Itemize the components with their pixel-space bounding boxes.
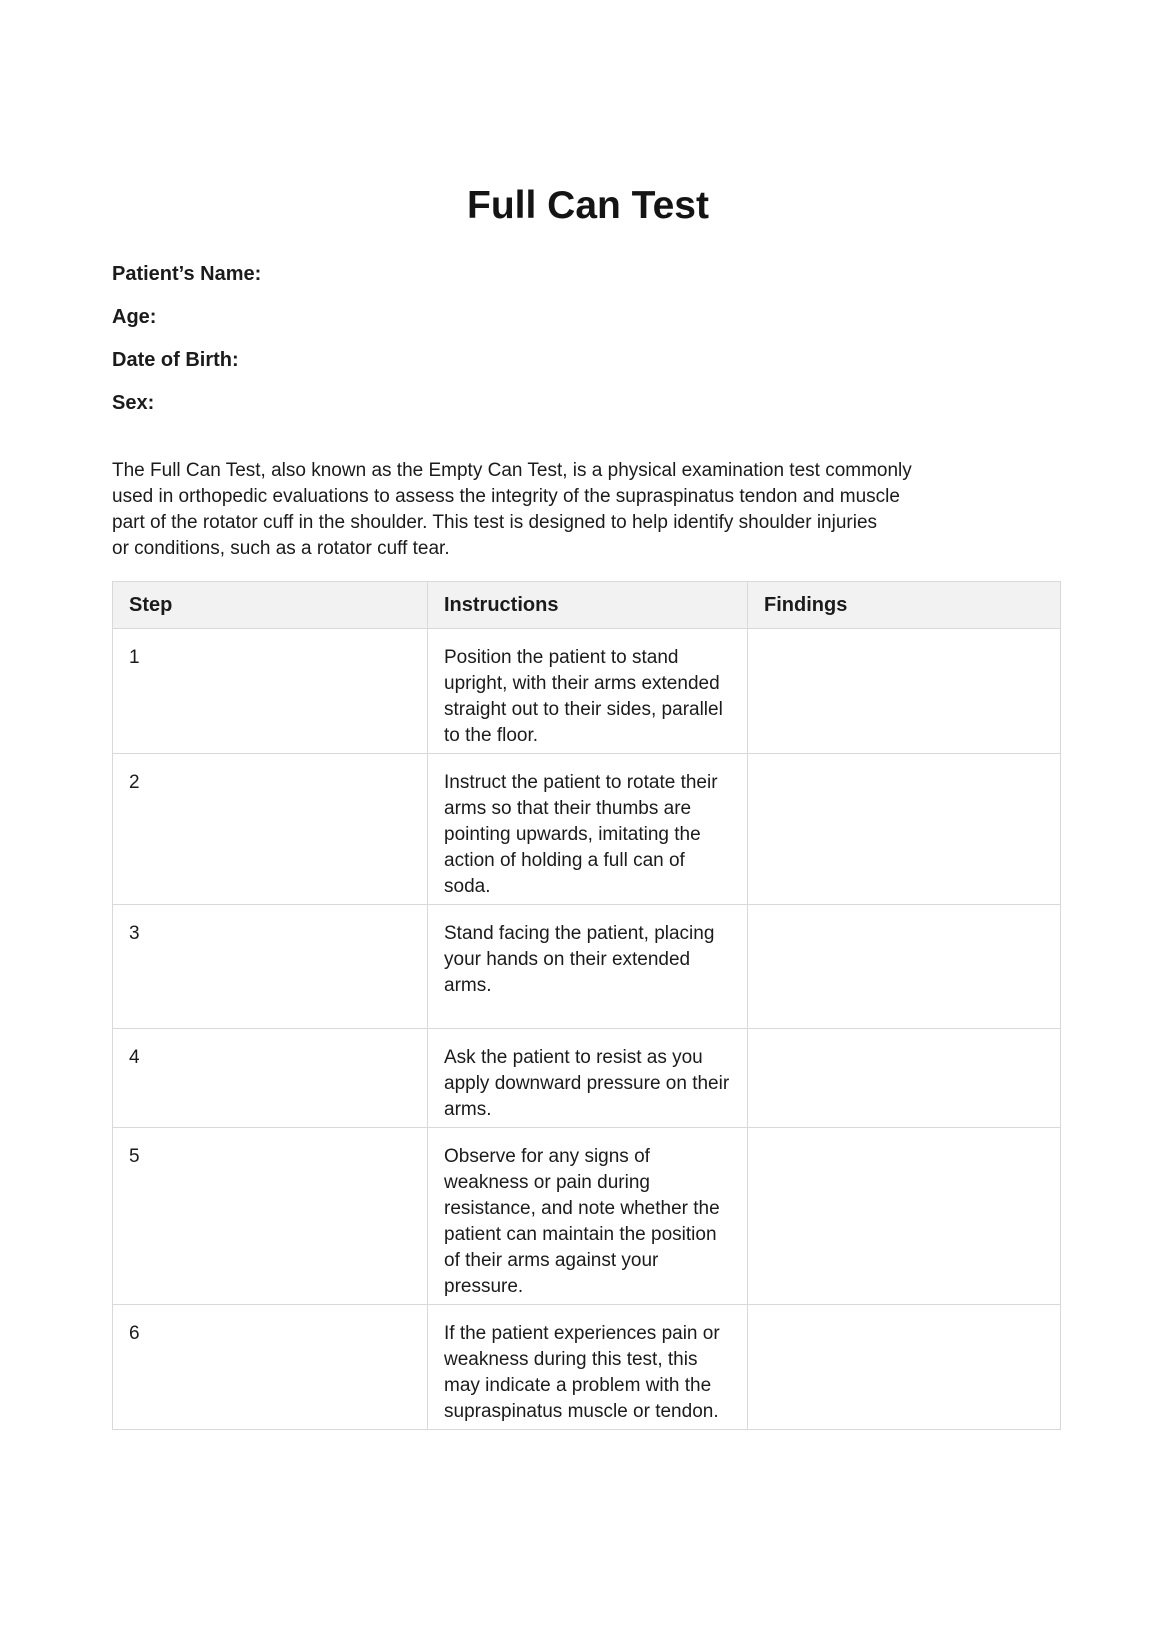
date-of-birth-label: Date of Birth: [112, 349, 239, 371]
instructions-cell: Observe for any signs of weakness or pain during resistance, and note whether the patient can maintain the position of their arms against your pressure. [428, 1128, 748, 1305]
findings-cell [748, 1128, 1061, 1305]
step-cell: 3 [113, 905, 428, 1029]
findings-cell [748, 905, 1061, 1029]
intro-line: or conditions, such as a rotator cuff tear. [112, 538, 450, 559]
instructions-cell: Position the patient to stand upright, with their arms extended straight out to their sides, parallel to the floor. [428, 629, 748, 754]
instructions-cell: Instruct the patient to rotate their arms so that their thumbs are pointing upwards, imitating the action of holding a full can of soda. [428, 754, 748, 905]
step-cell: 1 [113, 629, 428, 754]
findings-cell [748, 629, 1061, 754]
step-cell: 4 [113, 1029, 428, 1128]
step-cell: 5 [113, 1128, 428, 1305]
step-cell: 2 [113, 754, 428, 905]
instructions-cell: If the patient experiences pain or weakness during this test, this may indicate a problem with the supraspinatus muscle or tendon. [428, 1305, 748, 1430]
column-header-instructions: Instructions [428, 582, 748, 629]
patient-fields [112, 264, 1064, 414]
findings-cell [748, 1305, 1061, 1430]
intro-paragraph [112, 458, 1064, 562]
table-header-row [113, 582, 1061, 629]
age-label: Age: [112, 306, 157, 328]
intro-line: The Full Can Test, also known as the Empty Can Test, is a physical examination test commonly [112, 460, 912, 481]
instructions-cell: Ask the patient to resist as you apply downward pressure on their arms. [428, 1029, 748, 1128]
step-cell: 6 [113, 1305, 428, 1430]
instructions-cell: Stand facing the patient, placing your hands on their extended arms. [428, 905, 748, 1029]
table-row [113, 1305, 1061, 1430]
findings-cell [748, 754, 1061, 905]
column-header-findings: Findings [748, 582, 1061, 629]
table-row [113, 905, 1061, 1029]
table-row [113, 629, 1061, 754]
steps-table [112, 581, 1061, 1430]
table-row [113, 754, 1061, 905]
page-title: Full Can Test [467, 184, 709, 227]
patient-name-label: Patient’s Name: [112, 263, 262, 285]
table-row [113, 1029, 1061, 1128]
intro-line: used in orthopedic evaluations to assess the integrity of the supraspinatus tendon and muscle [112, 486, 900, 507]
table-row [113, 1128, 1061, 1305]
findings-cell [748, 1029, 1061, 1128]
column-header-step: Step [113, 582, 428, 629]
sex-label: Sex: [112, 392, 155, 414]
intro-line: part of the rotator cuff in the shoulder. This test is designed to help identify shoulder injuries [112, 512, 878, 533]
